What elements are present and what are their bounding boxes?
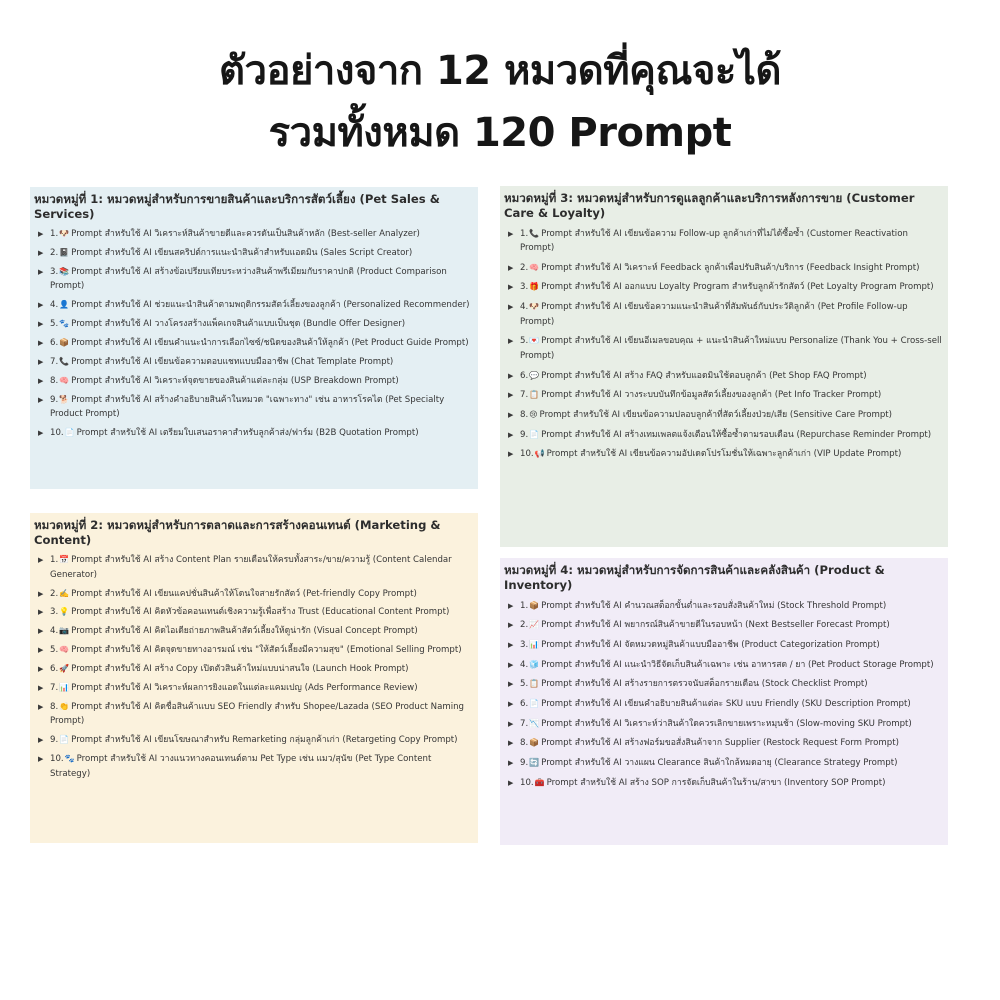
emoji-icon: 🐶 xyxy=(529,302,540,312)
prompt-label: Prompt สำหรับใช้ AI สร้างเทมเพลตแจ้งเตือนให้ซื้อซ้ำตามรอบเดือน (Repurchase Reminder Prompt) xyxy=(541,429,932,440)
toggle-triangle-icon[interactable]: ▶ xyxy=(508,778,514,787)
item-number: 3. xyxy=(50,266,59,277)
prompt-list xyxy=(34,225,474,443)
toggle-triangle-icon[interactable]: ▶ xyxy=(38,429,44,438)
list-item xyxy=(504,386,944,406)
toggle-triangle-icon[interactable]: ▶ xyxy=(508,759,514,768)
toggle-triangle-icon[interactable]: ▶ xyxy=(508,680,514,689)
emoji-icon: 🐶 xyxy=(59,229,70,239)
list-item xyxy=(504,714,944,734)
item-number: 10. xyxy=(520,449,534,460)
list-item xyxy=(504,754,944,774)
emoji-icon: 🐾 xyxy=(59,319,70,329)
list-item xyxy=(504,596,944,616)
list-item xyxy=(34,391,474,424)
prompt-list xyxy=(504,224,944,464)
list-item xyxy=(504,445,944,465)
list-item xyxy=(504,366,944,386)
emoji-icon: 📄 xyxy=(59,735,70,745)
emoji-icon: 🚀 xyxy=(59,664,70,674)
item-number: 2. xyxy=(50,588,59,599)
toggle-triangle-icon[interactable]: ▶ xyxy=(38,301,44,310)
emoji-icon: 🐾 xyxy=(64,754,75,764)
item-number: 2. xyxy=(50,248,59,259)
toggle-triangle-icon[interactable]: ▶ xyxy=(508,640,514,649)
prompt-label: Prompt สำหรับใช้ AI สร้าง Copy เปิดตัวสินค้าใหม่แบบน่าสนใจ (Launch Hook Prompt) xyxy=(71,664,409,675)
prompt-text xyxy=(50,246,474,261)
toggle-triangle-icon[interactable]: ▶ xyxy=(508,303,514,312)
prompt-list xyxy=(34,551,474,783)
toggle-triangle-icon[interactable]: ▶ xyxy=(38,646,44,655)
toggle-triangle-icon[interactable]: ▶ xyxy=(508,430,514,439)
item-number: 7. xyxy=(50,682,59,693)
emoji-icon: 🎁 xyxy=(529,282,540,292)
emoji-icon: 🔄 xyxy=(529,758,540,768)
list-item xyxy=(504,224,944,258)
prompt-text xyxy=(520,717,944,732)
prompt-label: Prompt สำหรับใช้ AI เขียนข้อความแนะนำสินค้าที่สัมพันธ์กับประวัติลูกค้า (Pet Profile Follow-up Prompt) xyxy=(520,302,908,327)
emoji-icon: 📦 xyxy=(529,600,540,610)
toggle-triangle-icon[interactable]: ▶ xyxy=(508,719,514,728)
toggle-triangle-icon[interactable]: ▶ xyxy=(38,556,44,565)
list-item xyxy=(34,679,474,698)
prompt-text xyxy=(50,265,474,294)
item-number: 5. xyxy=(520,336,529,347)
prompt-text xyxy=(520,388,944,403)
item-number: 9. xyxy=(520,758,529,769)
toggle-triangle-icon[interactable]: ▶ xyxy=(38,395,44,404)
category-panel-2 xyxy=(30,513,478,843)
toggle-triangle-icon[interactable]: ▶ xyxy=(38,267,44,276)
item-number: 9. xyxy=(50,735,59,746)
category-title: หมวดหมู่ที่ 4: หมวดหมู่สำหรับการจัดการสินค้าและคลังสินค้า (Product & Inventory) xyxy=(504,563,885,592)
prompt-label: Prompt สำหรับใช้ AI วิเคราะห์ว่าสินค้าใดควรเลิกขายเพราะหมุนช้า (Slow-moving SKU Prompt) xyxy=(541,718,912,729)
list-item xyxy=(34,750,474,783)
toggle-triangle-icon[interactable]: ▶ xyxy=(508,601,514,610)
toggle-triangle-icon[interactable]: ▶ xyxy=(508,410,514,419)
item-number: 6. xyxy=(520,370,529,381)
prompt-text xyxy=(520,408,944,423)
emoji-icon: 📈 xyxy=(529,620,540,630)
item-number: 5. xyxy=(520,679,529,690)
item-number: 2. xyxy=(520,262,529,273)
list-item xyxy=(504,405,944,425)
toggle-triangle-icon[interactable]: ▶ xyxy=(38,230,44,239)
prompt-label: Prompt สำหรับใช้ AI คิดหัวข้อคอนเทนต์เชิงความรู้เพื่อสร้าง Trust (Educational Content Prompt) xyxy=(71,607,450,618)
list-item xyxy=(34,263,474,296)
list-item xyxy=(34,353,474,372)
list-item xyxy=(34,315,474,334)
prompt-text xyxy=(520,227,944,256)
emoji-icon: 📞 xyxy=(529,228,540,238)
prompt-text xyxy=(50,624,474,639)
item-number: 8. xyxy=(50,375,59,386)
toggle-triangle-icon[interactable]: ▶ xyxy=(38,608,44,617)
prompt-text xyxy=(520,369,944,384)
prompt-label: Prompt สำหรับใช้ AI สร้างฟอร์มขอสั่งสินค้าจาก Supplier (Restock Request Form Prompt) xyxy=(541,738,899,749)
prompt-text xyxy=(520,428,944,443)
prompt-text xyxy=(520,776,944,791)
emoji-icon: 📅 xyxy=(59,555,70,565)
prompt-label: Prompt สำหรับใช้ AI สร้างรายการตรวจนับสต็อกรายเดือน (Stock Checklist Prompt) xyxy=(541,679,868,690)
list-item xyxy=(34,225,474,244)
emoji-icon: 📢 xyxy=(534,449,545,459)
list-item xyxy=(504,734,944,754)
prompt-label: Prompt สำหรับใช้ AI คำนวณสต็อกขั้นต่ำและรอบสั่งสินค้าใหม่ (Stock Threshold Prompt) xyxy=(541,600,887,611)
toggle-triangle-icon[interactable]: ▶ xyxy=(38,376,44,385)
item-number: 6. xyxy=(50,664,59,675)
prompt-text xyxy=(520,447,944,462)
prompt-text xyxy=(50,700,474,729)
prompt-text xyxy=(50,553,474,582)
emoji-icon: 👤 xyxy=(59,300,70,310)
prompt-text xyxy=(50,336,474,351)
prompt-text xyxy=(50,605,474,620)
prompt-text xyxy=(520,300,944,329)
prompt-label: Prompt สำหรับใช้ AI วางระบบบันทึกข้อมูลสัตว์เลี้ยงของลูกค้า (Pet Info Tracker Prompt) xyxy=(541,390,882,401)
list-item xyxy=(34,372,474,391)
toggle-triangle-icon[interactable]: ▶ xyxy=(38,736,44,745)
emoji-icon: 💬 xyxy=(529,370,540,380)
item-number: 9. xyxy=(50,394,59,405)
prompt-text xyxy=(520,280,944,295)
item-number: 1. xyxy=(50,555,59,566)
list-item xyxy=(34,660,474,679)
emoji-icon: 📄 xyxy=(529,429,540,439)
prompt-label: Prompt สำหรับใช้ AI วางโครงสร้างแพ็คเกจสินค้าแบบเป็นชุด (Bundle Offer Designer) xyxy=(71,319,406,330)
toggle-triangle-icon[interactable]: ▶ xyxy=(508,229,514,238)
list-item xyxy=(34,731,474,750)
list-item xyxy=(34,424,474,443)
item-number: 2. xyxy=(520,620,529,631)
toggle-triangle-icon[interactable]: ▶ xyxy=(508,739,514,748)
prompt-label: Prompt สำหรับใช้ AI พยากรณ์สินค้าขายดีในรอบหน้า (Next Bestseller Forecast Prompt) xyxy=(541,620,890,631)
item-number: 8. xyxy=(520,409,529,420)
emoji-icon: 🧰 xyxy=(534,777,545,787)
prompt-label: Prompt สำหรับใช้ AI คิดไอเดียถ่ายภาพสินค้าสัตว์เลี้ยงให้ดูน่ารัก (Visual Concept Prompt) xyxy=(71,626,418,637)
toggle-triangle-icon[interactable]: ▶ xyxy=(38,249,44,258)
category-panel-3 xyxy=(500,186,948,547)
emoji-icon: 📋 xyxy=(529,679,540,689)
emoji-icon: 📊 xyxy=(59,682,70,692)
prompt-text xyxy=(50,317,474,332)
prompt-text xyxy=(520,697,944,712)
list-item xyxy=(34,244,474,263)
toggle-triangle-icon[interactable]: ▶ xyxy=(508,263,514,272)
prompt-text xyxy=(520,618,944,633)
prompt-label: Prompt สำหรับใช้ AI วิเคราะห์ Feedback ลูกค้าเพื่อปรับสินค้า/บริการ (Feedback Insight Prompt) xyxy=(541,262,920,273)
item-number: 8. xyxy=(50,701,59,712)
prompt-label: Prompt สำหรับใช้ AI คิดจุดขายทางอารมณ์ เช่น "ให้สัตว์เลี้ยงมีความสุข" (Emotional Selling Prompt) xyxy=(71,645,462,656)
list-item xyxy=(504,773,944,793)
item-number: 4. xyxy=(50,300,59,311)
emoji-icon: 📞 xyxy=(59,356,70,366)
emoji-icon: 📓 xyxy=(59,248,70,258)
prompt-text xyxy=(520,677,944,692)
list-item xyxy=(504,635,944,655)
item-number: 5. xyxy=(50,645,59,656)
prompt-label: Prompt สำหรับใช้ AI วิเคราะห์ผลการยิงแอดในแต่ละแคมเปญ (Ads Performance Review) xyxy=(71,682,418,693)
emoji-icon: 📦 xyxy=(529,738,540,748)
item-number: 8. xyxy=(520,738,529,749)
emoji-icon: 📄 xyxy=(64,428,75,438)
prompt-label: Prompt สำหรับใช้ AI เขียนข้อความอัปเดตโปรโมชั่นให้เฉพาะลูกค้าเก่า (VIP Update Prompt) xyxy=(546,449,902,460)
prompt-text xyxy=(50,426,474,441)
toggle-triangle-icon[interactable]: ▶ xyxy=(508,337,514,346)
item-number: 6. xyxy=(50,338,59,349)
prompt-text xyxy=(50,643,474,658)
prompt-text xyxy=(50,227,474,242)
item-number: 7. xyxy=(520,390,529,401)
emoji-icon: 😢 xyxy=(529,409,538,419)
prompt-label: Prompt สำหรับใช้ AI ช่วยแนะนำสินค้าตามพฤติกรรมสัตว์เลี้ยงของลูกค้า (Personalized Recommender) xyxy=(71,300,470,311)
emoji-icon: ✍️ xyxy=(59,588,70,598)
prompt-label: Prompt สำหรับใช้ AI เขียนคำแนะนำการเลือกไซซ์/ชนิดของสินค้าให้ลูกค้า (Pet Product Guide Prompt) xyxy=(71,338,469,349)
prompt-text xyxy=(520,599,944,614)
headline-line-2: รวมทั้งหมด 120 Prompt xyxy=(268,110,732,156)
list-item xyxy=(34,641,474,660)
list-item xyxy=(504,258,944,278)
prompt-text xyxy=(520,756,944,771)
prompt-text xyxy=(50,733,474,748)
prompt-label: Prompt สำหรับใช้ AI สร้าง SOP การจัดเก็บสินค้าในร้าน/สาขา (Inventory SOP Prompt) xyxy=(546,777,886,788)
toggle-triangle-icon[interactable]: ▶ xyxy=(38,755,44,764)
prompt-label: Prompt สำหรับใช้ AI สร้าง FAQ สำหรับแอดมินใช้ตอบลูกค้า (Pet Shop FAQ Prompt) xyxy=(541,370,867,381)
headline xyxy=(0,40,1000,164)
prompt-text xyxy=(50,393,474,422)
list-item xyxy=(504,298,944,332)
emoji-icon: 📚 xyxy=(59,266,70,276)
category-title: หมวดหมู่ที่ 1: หมวดหมู่สำหรับการขายสินค้าและบริการสัตว์เลี้ยง (Pet Sales & Services) xyxy=(34,192,440,221)
prompt-label: Prompt สำหรับใช้ AI จัดหมวดหมู่สินค้าแบบมืออาชีพ (Product Categorization Prompt) xyxy=(541,639,880,650)
prompt-text xyxy=(50,681,474,696)
toggle-triangle-icon[interactable]: ▶ xyxy=(38,357,44,366)
list-item xyxy=(34,296,474,315)
list-item xyxy=(34,584,474,603)
prompt-text xyxy=(520,736,944,751)
emoji-icon: 💡 xyxy=(59,607,70,617)
category-panel-1 xyxy=(30,187,478,489)
toggle-triangle-icon[interactable]: ▶ xyxy=(38,683,44,692)
toggle-triangle-icon[interactable]: ▶ xyxy=(508,371,514,380)
prompt-text xyxy=(520,261,944,276)
toggle-triangle-icon[interactable]: ▶ xyxy=(38,589,44,598)
prompt-label: Prompt สำหรับใช้ AI แนะนำวิธีจัดเก็บสินค้าเฉพาะ เช่น อาหารสด / ยา (Pet Product Storage Prompt) xyxy=(541,659,934,670)
list-item xyxy=(504,655,944,675)
item-number: 3. xyxy=(50,607,59,618)
prompt-label: Prompt สำหรับใช้ AI เขียนโฆษณาสำหรับ Remarketing กลุ่มลูกค้าเก่า (Retargeting Copy Prompt) xyxy=(71,735,458,746)
item-number: 4. xyxy=(520,302,529,313)
prompt-label: Prompt สำหรับใช้ AI เขียนข้อความตอบแชทแบบมืออาชีพ (Chat Template Prompt) xyxy=(71,356,394,367)
prompt-label: Prompt สำหรับใช้ AI คิดชื่อสินค้าแบบ SEO Friendly สำหรับ Shopee/Lazada (SEO Product Naming Prompt) xyxy=(50,701,465,727)
toggle-triangle-icon[interactable]: ▶ xyxy=(508,283,514,292)
prompt-list xyxy=(504,596,944,793)
toggle-triangle-icon[interactable]: ▶ xyxy=(508,391,514,400)
prompt-text xyxy=(50,752,474,781)
prompt-text xyxy=(520,638,944,653)
item-number: 10. xyxy=(50,428,64,439)
prompt-label: Prompt สำหรับใช้ AI วางแนวทางคอนเทนต์ตาม Pet Type เช่น แมว/สุนัข (Pet Type Content Strategy) xyxy=(50,754,432,779)
toggle-triangle-icon[interactable]: ▶ xyxy=(508,621,514,630)
item-number: 9. xyxy=(520,429,529,440)
prompt-label: Prompt สำหรับใช้ AI เขียนแคปชั่นสินค้าให้โดนใจสายรักสัตว์ (Pet-friendly Copy Prompt) xyxy=(71,588,417,599)
emoji-icon: 📦 xyxy=(59,338,70,348)
emoji-icon: 🧠 xyxy=(59,645,70,655)
emoji-icon: 📄 xyxy=(529,699,540,709)
toggle-triangle-icon[interactable]: ▶ xyxy=(508,700,514,709)
list-item xyxy=(504,675,944,695)
item-number: 3. xyxy=(520,639,529,650)
prompt-text xyxy=(50,374,474,389)
list-item xyxy=(34,698,474,731)
item-number: 10. xyxy=(520,777,534,788)
headline-line-1: ตัวอย่างจาก 12 หมวดที่คุณจะได้ xyxy=(219,48,781,94)
toggle-triangle-icon[interactable]: ▶ xyxy=(38,665,44,674)
prompt-text xyxy=(50,355,474,370)
item-number: 4. xyxy=(520,659,529,670)
item-number: 4. xyxy=(50,626,59,637)
prompt-label: Prompt สำหรับใช้ AI เตรียมใบเสนอราคาสำหรับลูกค้าส่ง/ฟาร์ม (B2B Quotation Prompt) xyxy=(76,428,419,439)
category-title: หมวดหมู่ที่ 3: หมวดหมู่สำหรับการดูแลลูกค้าและบริการหลังการขาย (Customer Care & Loyalty) xyxy=(504,191,915,220)
list-item xyxy=(34,603,474,622)
emoji-icon: 💌 xyxy=(529,336,540,346)
item-number: 10. xyxy=(50,754,64,765)
toggle-triangle-icon[interactable]: ▶ xyxy=(508,450,514,459)
emoji-icon: 🧊 xyxy=(529,659,540,669)
list-item xyxy=(34,622,474,641)
prompt-text xyxy=(520,334,944,363)
list-item xyxy=(34,334,474,353)
prompt-text xyxy=(520,658,944,673)
prompt-label: Prompt สำหรับใช้ AI วางแผน Clearance สินค้าใกล้หมดอายุ (Clearance Strategy Prompt) xyxy=(541,758,898,769)
list-item xyxy=(504,278,944,298)
prompt-label: Prompt สำหรับใช้ AI เขียนข้อความปลอบลูกค้าที่สัตว์เลี้ยงป่วย/เสีย (Sensitive Care Prompt) xyxy=(539,409,893,420)
category-panel-4 xyxy=(500,558,948,845)
emoji-icon: 📊 xyxy=(529,639,540,649)
prompt-text xyxy=(50,298,474,313)
toggle-triangle-icon[interactable]: ▶ xyxy=(508,660,514,669)
toggle-triangle-icon[interactable]: ▶ xyxy=(38,702,44,711)
emoji-icon: 📷 xyxy=(59,626,70,636)
prompt-label: Prompt สำหรับใช้ AI วิเคราะห์สินค้าขายดีและควรดันเป็นสินค้าหลัก (Best-seller Analyzer) xyxy=(71,229,420,240)
list-item xyxy=(34,551,474,584)
prompt-label: Prompt สำหรับใช้ AI เขียนสคริปต์การแนะนำสินค้าสำหรับแอดมิน (Sales Script Creator) xyxy=(71,248,413,259)
prompt-label: Prompt สำหรับใช้ AI วิเคราะห์จุดขายของสินค้าแต่ละกลุ่ม (USP Breakdown Prompt) xyxy=(71,375,399,386)
emoji-icon: 📋 xyxy=(529,390,540,400)
list-item xyxy=(504,694,944,714)
item-number: 6. xyxy=(520,699,529,710)
item-number: 7. xyxy=(520,718,529,729)
emoji-icon: 🧠 xyxy=(529,262,540,272)
prompt-label: Prompt สำหรับใช้ AI ออกแบบ Loyalty Program สำหรับลูกค้ารักสัตว์ (Pet Loyalty Program Prompt) xyxy=(541,282,934,293)
list-item xyxy=(504,332,944,366)
prompt-label: Prompt สำหรับใช้ AI สร้างคำอธิบายสินค้าในหมวด "เฉพาะทาง" เช่น อาหารโรคไต (Pet Specialty Product Prompt) xyxy=(50,394,445,420)
toggle-triangle-icon[interactable]: ▶ xyxy=(38,339,44,348)
item-number: 1. xyxy=(520,600,529,611)
item-number: 5. xyxy=(50,319,59,330)
prompt-label: Prompt สำหรับใช้ AI สร้างข้อเปรียบเทียบระหว่างสินค้าพรีเมียมกับราคาปกติ (Product Comparison Prompt) xyxy=(50,266,447,292)
list-item xyxy=(504,616,944,636)
prompt-label: Prompt สำหรับใช้ AI เขียนคำอธิบายสินค้าแต่ละ SKU แบบ Friendly (SKU Description Prompt) xyxy=(541,699,911,710)
emoji-icon: 🐕 xyxy=(59,394,70,404)
emoji-icon: 📉 xyxy=(529,718,540,728)
item-number: 7. xyxy=(50,356,59,367)
item-number: 1. xyxy=(520,228,529,239)
category-title: หมวดหมู่ที่ 2: หมวดหมู่สำหรับการตลาดและการสร้างคอนเทนต์ (Marketing & Content) xyxy=(34,518,441,547)
prompt-label: Prompt สำหรับใช้ AI เขียนอีเมลขอบคุณ + แนะนำสินค้าใหม่แบบ Personalize (Thank You + Cross-sell Prompt) xyxy=(520,336,942,361)
prompt-text xyxy=(50,587,474,602)
prompt-label: Prompt สำหรับใช้ AI สร้าง Content Plan รายเดือนให้ครบทั้งสาระ/ขาย/ความรู้ (Content Calendar Generator) xyxy=(50,555,452,580)
item-number: 3. xyxy=(520,282,529,293)
list-item xyxy=(504,425,944,445)
prompt-text xyxy=(50,662,474,677)
emoji-icon: 🧠 xyxy=(59,375,70,385)
toggle-triangle-icon[interactable]: ▶ xyxy=(38,320,44,329)
item-number: 1. xyxy=(50,229,59,240)
emoji-icon: 👏 xyxy=(59,701,70,711)
toggle-triangle-icon[interactable]: ▶ xyxy=(38,627,44,636)
prompt-label: Prompt สำหรับใช้ AI เขียนข้อความ Follow-up ลูกค้าเก่าที่ไม่ได้ซื้อซ้ำ (Customer Reactivation Prompt) xyxy=(520,228,908,254)
